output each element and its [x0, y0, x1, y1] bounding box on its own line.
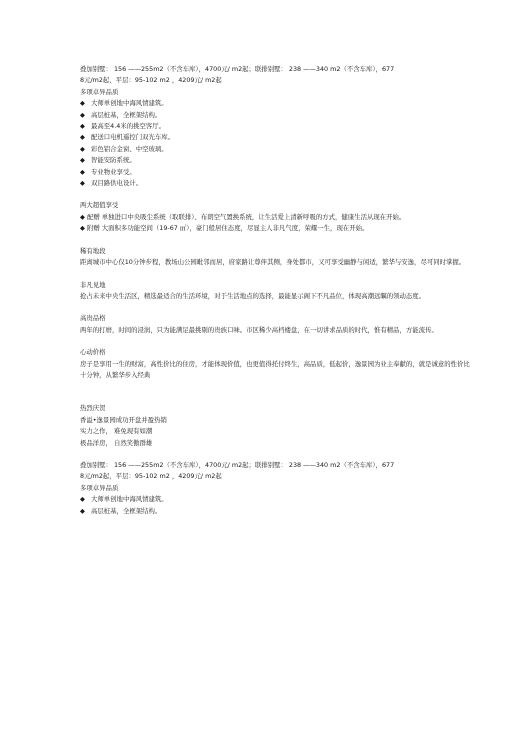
celebration-line: 实力之作， 难免现有如潮	[80, 427, 153, 436]
quality-list	[80, 98, 485, 189]
diamond-bullet-icon: ◆	[80, 122, 85, 131]
list-item-text: 双目路供电设计。	[91, 179, 143, 188]
paragraph: 房子是享用一生的财富，高性价比的住房，才能体现价值，也更值得托付终生，高品质，低起价，逸景园为业主奉献的，就是诚意的性价比	[80, 359, 470, 368]
section-heading: 非凡见地	[80, 280, 106, 289]
paragraph: 十分钟，从繁华步入经典	[80, 370, 151, 379]
spacer	[80, 269, 485, 280]
list-item	[80, 167, 485, 178]
list-item	[80, 132, 485, 143]
celebration-section	[80, 403, 485, 449]
spacer	[80, 381, 485, 403]
list-item	[80, 98, 485, 109]
price-line: 8元/m2起，平层：95-102 m2 ，4209元/ m2起	[80, 472, 222, 481]
paragraph: 两年的打磨，时间的浸润，只为能满足最挑剔的贵族口味。市区稀少高档楼盘，在一切讲求品质的时代，惟有精品，方能流传。	[80, 325, 438, 334]
list-item	[80, 506, 485, 517]
price-section-2	[80, 460, 485, 483]
celebration-line: 香溢•逸景园成功开盘并盈热销	[80, 415, 167, 424]
paragraph: ◆ 附赠 大面积多功能空间（19-67 ㎡），豪门般居住态度，尽显主人非凡气度，荣耀一生，现在开始。	[80, 224, 369, 233]
diamond-bullet-icon: ◆	[80, 179, 85, 188]
spacer	[80, 336, 485, 347]
location-section	[80, 246, 485, 269]
diamond-bullet-icon: ◆	[80, 99, 85, 108]
diamond-bullet-icon: ◆	[80, 506, 85, 515]
list-item	[80, 144, 485, 155]
premium-section	[80, 313, 485, 336]
spacer	[80, 302, 485, 313]
list-item-text: 专业物业享受。	[91, 167, 136, 176]
section-heading: 高贵品格	[80, 314, 106, 323]
price-heart-section	[80, 347, 485, 381]
list-item	[80, 121, 485, 132]
section-heading: 两大超值享受	[80, 201, 119, 210]
diamond-bullet-icon: ◆	[80, 133, 85, 142]
diamond-bullet-icon: ◆	[80, 110, 85, 119]
quality-section-2	[80, 483, 485, 517]
spacer	[80, 449, 485, 460]
list-item	[80, 178, 485, 189]
price-section-1	[80, 64, 485, 87]
paragraph: ◆ 配赠 单独进口中央吸尘系统（取联排）、布朗空气置换系统，让生活爱上清新呼吸的方式，健康生活从现在开始。	[80, 212, 406, 221]
celebration-line: 极品洋房， 自然笑傲群雄	[80, 438, 153, 447]
diamond-bullet-icon: ◆	[80, 156, 85, 165]
list-item-text: 高层桩基，全框架结构。	[91, 110, 162, 119]
section-heading: 心动价格	[80, 348, 106, 357]
list-item-text: 最高至4.4米的挑空客厅。	[91, 122, 166, 131]
list-item-text: 彩色铝合金窗、中空玻璃。	[91, 144, 168, 153]
diamond-bullet-icon: ◆	[80, 144, 85, 153]
list-item-text: 大师单创地中海风情建筑。	[91, 495, 168, 504]
list-item-text: 配送口电机遥控门双光车库。	[91, 133, 175, 142]
price-line: 叠加别墅： 156 ——255m2（不含车库），4700元/ m2起；联排别墅： 238 ——340 m2（不含车库），677	[80, 460, 395, 469]
list-item	[80, 110, 485, 121]
section-heading: 热烈庆贺	[80, 404, 106, 413]
document-body	[80, 64, 485, 517]
price-line: 叠加别墅： 156 ——255m2（不含车库），4700元/ m2起；联排别墅： 238 ——340 m2（不含车库），677	[80, 65, 395, 73]
extraordinary-section	[80, 280, 485, 303]
diamond-bullet-icon: ◆	[80, 495, 85, 504]
spacer	[80, 235, 485, 246]
section-heading: 稀有地段	[80, 246, 106, 255]
list-item	[80, 494, 485, 505]
section-heading: 多项卓异品质	[80, 483, 119, 492]
price-line: 8元/m2起，平层：95-102 m2 ，4209元/ m2起	[80, 76, 222, 85]
list-item-text: 大师单创地中海风情建筑。	[91, 99, 168, 108]
paragraph: 抢占未来中央生活区，精选最适合的生活环境，对于生活地点的选择，最能显示阁下不凡品位，体现高潮远瞩的领动态度。	[80, 291, 426, 300]
section-heading: 多项卓异品质	[80, 87, 119, 96]
list-item-text: 智能安防系统。	[91, 156, 136, 165]
value-section	[80, 200, 485, 234]
list-item-text: 高层桩基，全框架结构。	[91, 506, 162, 515]
diamond-bullet-icon: ◆	[80, 167, 85, 176]
quality-section-1	[80, 87, 485, 190]
paragraph: 距离城市中心仅10分钟步程，教场山公园毗邻而居，府家路让尊伴其侧，身处都市，又可享受幽静与闲适，繁华与安逸，尽可同时掌握。	[80, 258, 466, 267]
list-item	[80, 155, 485, 166]
spacer	[80, 189, 485, 200]
